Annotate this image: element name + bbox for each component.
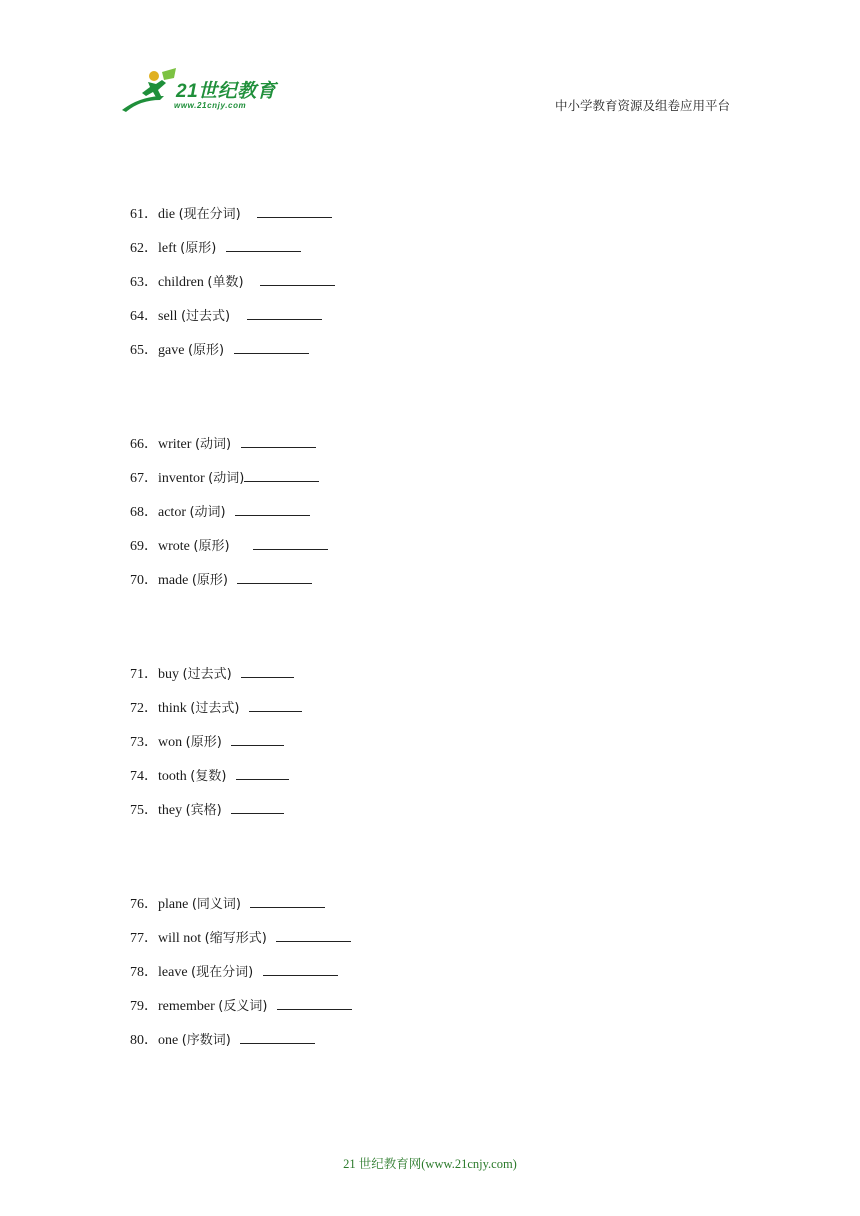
logo-url: www.21cnjy.com xyxy=(174,101,247,110)
item-gap xyxy=(226,505,230,520)
item-word: actor xyxy=(158,505,190,520)
item-number: 80． xyxy=(130,1033,158,1048)
item-hint: (过去式) xyxy=(180,309,231,324)
item-gap xyxy=(228,573,232,588)
exercise-item xyxy=(130,927,730,961)
answer-blank[interactable] xyxy=(237,569,312,584)
item-hint: (原形) xyxy=(193,539,230,554)
exercise-item xyxy=(130,697,730,731)
item-number: 65． xyxy=(130,343,158,358)
item-gap xyxy=(224,343,228,358)
item-word: made xyxy=(158,573,192,588)
item-hint: (动词) xyxy=(194,437,232,452)
exercise-item xyxy=(130,663,730,697)
exercise-item xyxy=(130,893,730,927)
runner-logo-icon xyxy=(120,66,180,116)
item-gap xyxy=(231,1033,235,1048)
item-word: will not xyxy=(158,931,205,946)
exercise-item xyxy=(130,271,730,305)
exercise-item xyxy=(130,339,730,373)
item-hint: (单数) xyxy=(207,275,244,290)
item-gap xyxy=(239,701,243,716)
item-word: won xyxy=(158,735,186,750)
item-number: 61． xyxy=(130,207,158,222)
item-hint: (同义词) xyxy=(191,897,241,912)
exercise-item xyxy=(130,731,730,765)
item-word: buy xyxy=(158,667,183,682)
item-gap xyxy=(253,965,257,980)
item-word: tooth xyxy=(158,769,191,784)
exercise-item xyxy=(130,501,730,535)
item-number: 63． xyxy=(130,275,158,290)
exercise-item xyxy=(130,765,730,799)
answer-blank[interactable] xyxy=(260,271,335,286)
item-gap xyxy=(244,275,255,290)
answer-blank[interactable] xyxy=(263,961,338,976)
item-word: one xyxy=(158,1033,182,1048)
item-number: 72． xyxy=(130,701,158,716)
answer-blank[interactable] xyxy=(226,237,301,252)
item-number: 62． xyxy=(130,241,158,256)
item-hint: (动词) xyxy=(208,471,245,486)
item-gap xyxy=(241,207,252,222)
item-number: 66． xyxy=(130,437,158,452)
answer-blank[interactable] xyxy=(241,433,316,448)
item-number: 75． xyxy=(130,803,158,818)
exercise-item xyxy=(130,995,730,1029)
item-hint: (原形) xyxy=(185,735,222,750)
logo-text: 21世纪教育 xyxy=(176,81,277,102)
item-hint: (现在分词) xyxy=(191,965,254,980)
item-number: 68． xyxy=(130,505,158,520)
exercise-item xyxy=(130,961,730,995)
item-number: 73． xyxy=(130,735,158,750)
item-word: die xyxy=(158,207,179,222)
exercise-group xyxy=(130,893,730,1063)
item-word: think xyxy=(158,701,191,716)
platform-tagline: 中小学教育资源及组卷应用平台 xyxy=(554,98,730,113)
item-number: 78． xyxy=(130,965,158,980)
exercise-group xyxy=(130,433,730,603)
item-gap xyxy=(230,309,241,324)
item-word: inventor xyxy=(158,471,209,486)
answer-blank[interactable] xyxy=(241,663,294,678)
item-number: 64． xyxy=(130,309,158,324)
item-hint: (反义词) xyxy=(218,999,268,1014)
exercise-group xyxy=(130,203,730,373)
item-number: 76． xyxy=(130,897,158,912)
item-word: wrote xyxy=(158,539,194,554)
answer-blank[interactable] xyxy=(235,501,310,516)
exercise-item xyxy=(130,305,730,339)
item-gap xyxy=(232,667,236,682)
answer-blank[interactable] xyxy=(257,203,332,218)
item-word: writer xyxy=(158,437,195,452)
item-word: left xyxy=(158,241,181,256)
answer-blank[interactable] xyxy=(240,1029,315,1044)
item-gap xyxy=(222,735,226,750)
item-gap xyxy=(231,437,235,452)
item-hint: (序数词) xyxy=(181,1033,231,1048)
item-word: remember xyxy=(158,999,219,1014)
exercise-item xyxy=(130,569,730,603)
item-hint: (过去式) xyxy=(190,701,240,716)
item-word: leave xyxy=(158,965,192,980)
item-word: gave xyxy=(158,343,188,358)
item-gap xyxy=(241,897,245,912)
exercise-item xyxy=(130,799,730,833)
item-hint: (复数) xyxy=(190,769,227,784)
item-hint: (原形) xyxy=(180,241,217,256)
exercise-item xyxy=(130,467,730,501)
item-gap xyxy=(230,539,248,554)
answer-blank[interactable] xyxy=(236,765,289,780)
exercise-item xyxy=(130,433,730,467)
item-number: 71． xyxy=(130,667,158,682)
item-word: they xyxy=(158,803,186,818)
answer-blank[interactable] xyxy=(244,467,319,482)
answer-blank[interactable] xyxy=(247,305,322,320)
answer-blank[interactable] xyxy=(231,799,284,814)
answer-blank[interactable] xyxy=(253,535,328,550)
item-hint: (原形) xyxy=(187,343,225,358)
item-word: sell xyxy=(158,309,181,324)
item-gap xyxy=(226,769,230,784)
item-number: 69． xyxy=(130,539,158,554)
item-hint: (宾格) xyxy=(185,803,222,818)
answer-blank[interactable] xyxy=(231,731,284,746)
item-hint: (动词) xyxy=(189,505,226,520)
item-word: plane xyxy=(158,897,192,912)
exercise-item xyxy=(130,237,730,271)
page-footer[interactable]: 21 世纪教育网(www.21cnjy.com) xyxy=(343,1157,517,1171)
item-number: 74． xyxy=(130,769,158,784)
answer-blank[interactable] xyxy=(276,927,351,942)
answer-blank[interactable] xyxy=(234,339,309,354)
answer-blank[interactable] xyxy=(249,697,302,712)
item-gap xyxy=(222,803,226,818)
answer-blank[interactable] xyxy=(250,893,325,908)
item-number: 70． xyxy=(130,573,158,588)
site-logo[interactable] xyxy=(120,66,290,116)
item-hint: (现在分词) xyxy=(178,207,241,222)
exercise-item xyxy=(130,1029,730,1063)
item-hint: (原形) xyxy=(191,573,228,588)
item-number: 77． xyxy=(130,931,158,946)
item-word: children xyxy=(158,275,208,290)
answer-blank[interactable] xyxy=(277,995,352,1010)
item-gap xyxy=(267,931,271,946)
item-number: 79． xyxy=(130,999,158,1014)
item-hint: (过去式) xyxy=(182,667,232,682)
exercise-group xyxy=(130,663,730,833)
item-gap xyxy=(216,241,220,256)
item-hint: (缩写形式) xyxy=(204,931,267,946)
exercise-item xyxy=(130,203,730,237)
page-header xyxy=(0,0,860,130)
item-gap xyxy=(267,999,271,1014)
exercise-item xyxy=(130,535,730,569)
item-number: 67． xyxy=(130,471,158,486)
exercise-list xyxy=(130,203,730,1123)
